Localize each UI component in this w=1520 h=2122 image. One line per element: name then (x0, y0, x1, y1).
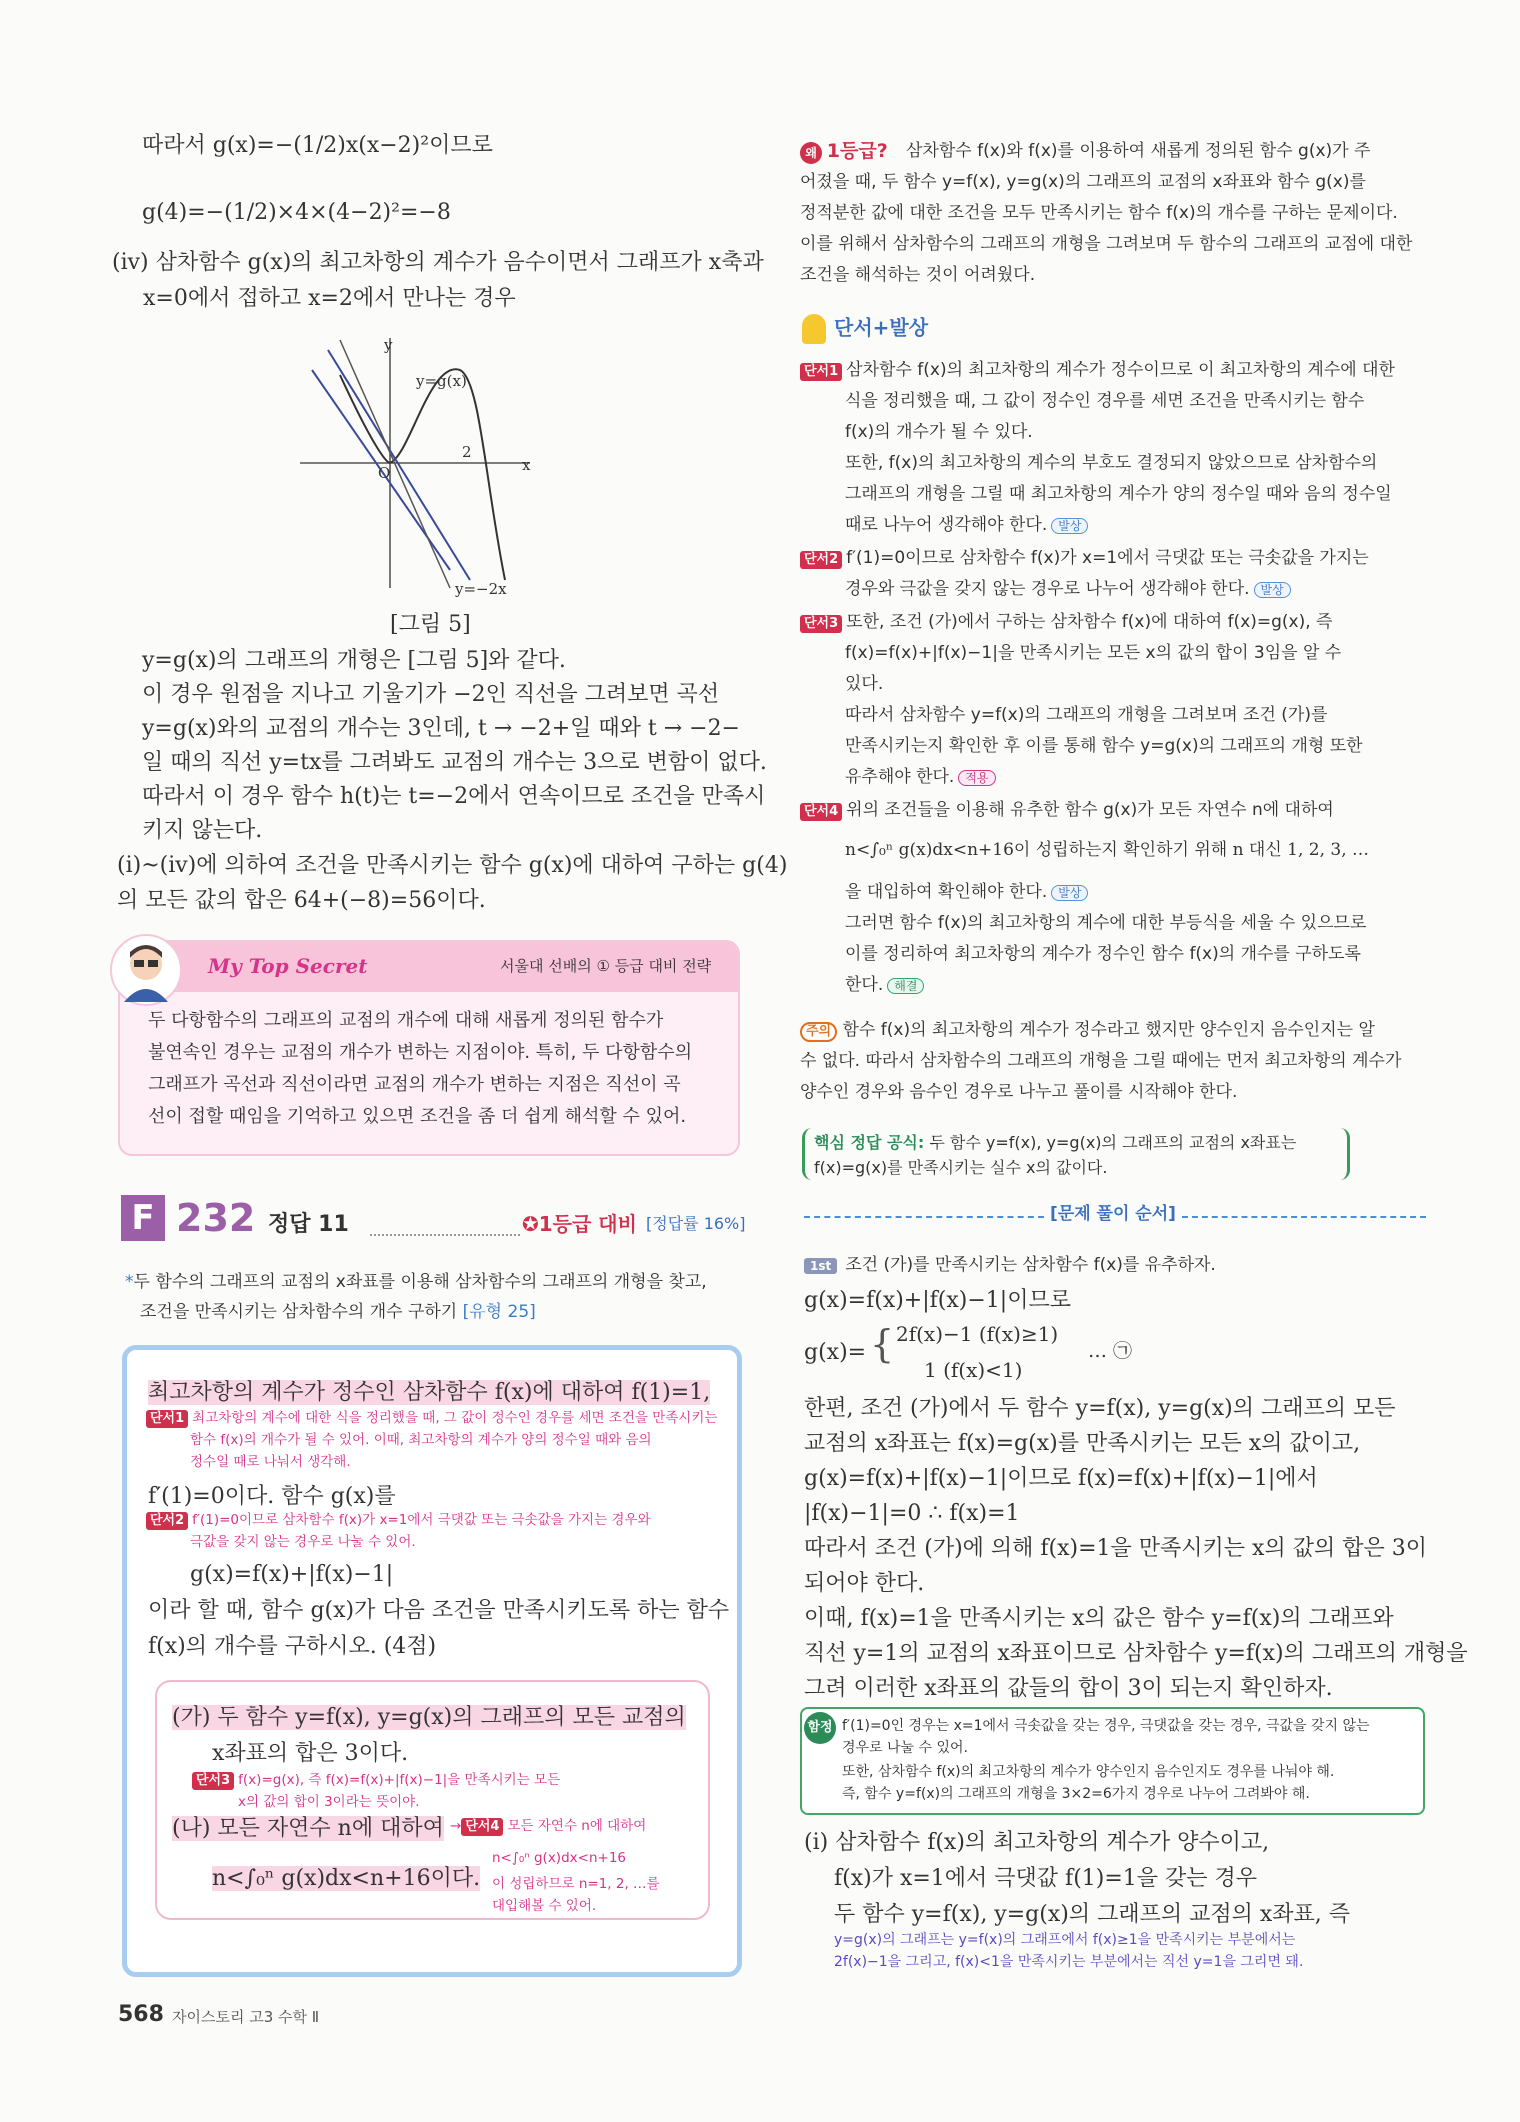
fig-curve-label: y=g(x) (416, 372, 467, 390)
solution-line: |f(x)−1|=0 ∴ f(x)=1 (804, 1501, 1020, 1526)
avatar (110, 934, 182, 1006)
warning-note: 양수인 경우와 음수인 경우로 나누고 풀이를 시작해야 한다. (800, 1082, 1238, 1102)
hint-1: 또한, f(x)의 최고차항의 계수의 부호도 결정되지 않았으므로 삼차함수의 (845, 453, 1378, 473)
secret-title: My Top Secret (208, 954, 368, 978)
trap-label: 함정 (804, 1712, 836, 1744)
solution-line: 이때, f(x)=1을 만족시키는 x의 값은 함수 y=f(x)의 그래프와 (804, 1606, 1394, 1631)
trap-text: 경우로 나눌 수 있어. (842, 1740, 968, 1756)
question-text: g(x)=f(x)+|f(x)−1| (190, 1562, 394, 1587)
text-line: g(4)=−(1/2)×4×(4−2)²=−8 (142, 200, 451, 225)
problem-answer: 정답 11 (268, 1212, 349, 1237)
case-note: y=g(x)의 그래프는 y=f(x)의 그래프에서 f(x)≥1을 만족시키는 부분에서는 (834, 1932, 1296, 1948)
solution-line: 직선 y=1의 교점의 x좌표이므로 삼차함수 y=f(x)의 그래프의 개형을 (804, 1641, 1468, 1666)
lightbulb-icon (802, 314, 826, 344)
question-text: f′(1)=0이다. 함수 g(x)를 (148, 1484, 396, 1509)
hint-2: 경우와 극값을 갖지 않는 경우로 나누어 생각해야 한다. 발상 (845, 579, 1291, 599)
solution-line: … ㉠ (1088, 1340, 1133, 1362)
text-line: 키지 않는다. (142, 818, 263, 843)
text-line: 따라서 이 경우 함수 h(t)는 t=−2에서 연속이므로 조건을 만족시 (142, 784, 766, 809)
why-header: 왜 1등급? (800, 140, 888, 164)
text-line: 일 때의 직선 y=tx를 그려봐도 교점의 개수는 3으로 변함이 없다. (142, 750, 767, 775)
fig-tick-2: 2 (462, 443, 472, 461)
figure-5-graph (300, 330, 560, 595)
why-text: 정적분한 값에 대한 조건을 모두 만족시키는 함수 f(x)의 개수를 구하는 문제이다. (800, 203, 1398, 223)
hint-3: f(x)=f(x)+|f(x)−1|을 만족시키는 모든 x의 값의 합이 3임을 알 수 (845, 643, 1342, 663)
divider (804, 1216, 1044, 1218)
hint-1: 정수일 때로 나눠서 생각해. (190, 1454, 351, 1470)
warning-note: 주의 함수 f(x)의 최고차항의 계수가 정수라고 했지만 양수인지 음수인지는 알 (800, 1020, 1375, 1042)
fig-caption: [그림 5] (390, 612, 471, 637)
solution-line: 따라서 조건 (가)에 의해 f(x)=1을 만족시키는 x의 값의 합은 3이 (804, 1536, 1427, 1561)
hint-3: 있다. (845, 674, 884, 694)
hint-2: 단서2 f′(1)=0이므로 삼차함수 f(x)가 x=1에서 극댓값 또는 극솟값을 가지는 경우와 (146, 1512, 651, 1530)
why-text: 이를 위해서 삼차함수의 그래프의 개형을 그려보며 두 함수의 그래프의 교점에 대한 (800, 234, 1413, 254)
brace: { (870, 1322, 895, 1366)
order-title: [문제 풀이 순서] (1050, 1204, 1176, 1224)
why-text: 조건을 해석하는 것이 어려웠다. (800, 265, 1036, 285)
solution-line: 한편, 조건 (가)에서 두 함수 y=f(x), y=g(x)의 그래프의 모든 (804, 1396, 1396, 1421)
text-line: 이 경우 원점을 지나고 기울기가 −2인 직선을 그려보면 곡선 (142, 682, 720, 707)
divider (370, 1234, 520, 1236)
correct-rate: [정답률 16%] (646, 1214, 746, 1233)
secret-text: 불연속인 경우는 교점의 개수가 변하는 지점이야. 특히, 두 다항함수의 (148, 1042, 693, 1063)
solution-line: g(x)=f(x)+|f(x)−1|이므로 f(x)=f(x)+|f(x)−1|에서 (804, 1466, 1318, 1491)
case-line: f(x)가 x=1에서 극댓값 f(1)=1을 갖는 경우 (834, 1866, 1258, 1891)
problem-desc: *두 함수의 그래프의 교점의 x좌표를 이용해 삼차함수의 그래프의 개형을 찾고, (125, 1272, 707, 1292)
text-line: x=0에서 접하고 x=2에서 만나는 경우 (143, 286, 516, 311)
page-number: 568 (118, 2002, 164, 2027)
condition-na: (나) 모든 자연수 n에 대하여 (172, 1816, 444, 1841)
hint-1: 함수 f(x)의 개수가 될 수 있어. 이때, 최고차항의 계수가 양의 정수일 때와 음의 (190, 1432, 652, 1448)
condition-ga: x좌표의 합은 3이다. (212, 1741, 409, 1766)
hint-3: 만족시키는지 확인한 후 이를 통해 함수 y=g(x)의 그래프의 개형 또한 (845, 736, 1363, 756)
case-note: 2f(x)−1을 그리고, f(x)<1을 만족시키는 부분에서는 직선 y=1을 그리면 돼. (834, 1954, 1304, 1970)
trap-text: 또한, 삼차함수 f(x)의 최고차항의 계수가 양수인지 음수인지도 경우를 나눠야 해. (842, 1764, 1335, 1780)
secret-text: 그래프가 곡선과 직선이라면 교점의 개수가 변하는 지점은 직선이 곡 (148, 1074, 681, 1095)
hint-4: 대입해볼 수 있어. (492, 1898, 597, 1914)
hint-1: 식을 정리했을 때, 그 값이 정수인 경우를 세면 조건을 만족시키는 함수 (845, 391, 1365, 411)
hint-title: 단서+발상 (802, 314, 928, 344)
hint-4: 그러면 함수 f(x)의 최고차항의 계수에 대한 부등식을 세울 수 있으므로 (845, 913, 1367, 933)
problem-desc: 조건을 만족시키는 삼차함수의 개수 구하기 [유형 25] (140, 1302, 536, 1322)
solution-line: 교점의 x좌표는 f(x)=g(x)를 만족시키는 모든 x의 값이고, (804, 1431, 1361, 1456)
hint-4: n<∫₀ⁿ g(x)dx<n+16 (492, 1850, 626, 1866)
hint-4: 단서4 위의 조건들을 이용해 유추한 함수 g(x)가 모든 자연수 n에 대하여 (800, 800, 1334, 821)
hint-1: 때로 나누어 생각해야 한다. 발상 (845, 515, 1088, 535)
condition-ga: (가) 두 함수 y=f(x), y=g(x)의 그래프의 모든 교점의 (172, 1705, 686, 1730)
why-text: 삼차함수 f(x)와 f(x)를 이용하여 새롭게 정의된 함수 g(x)가 주 (906, 141, 1371, 161)
question-text: 최고차항의 계수가 정수인 삼차함수 f(x)에 대하여 f(1)=1, (148, 1380, 711, 1405)
warning-note: 수 없다. 따라서 삼차함수의 그래프의 개형을 그릴 때에는 먼저 최고차항의 계수가 (800, 1051, 1402, 1071)
step-header: 1st 조건 (가)를 만족시키는 삼차함수 f(x)를 유추하자. (804, 1255, 1216, 1275)
solution-line: 2f(x)−1 (f(x)≥1) (896, 1322, 1059, 1346)
fig-axis-x: x (522, 456, 531, 474)
problem-number: 232 (176, 1196, 256, 1240)
fig-line-label: y=−2x (455, 580, 507, 598)
hint-4: 이를 정리하여 최고차항의 계수가 정수인 함수 f(x)의 개수를 구하도록 (845, 944, 1361, 964)
fig-origin: O (378, 464, 391, 482)
solution-line: g(x)= (804, 1340, 867, 1365)
divider (1182, 1216, 1426, 1218)
secret-text: 두 다항함수의 그래프의 교점의 개수에 대해 새롭게 정의된 함수가 (148, 1010, 664, 1031)
solution-line: g(x)=f(x)+|f(x)−1|이므로 (804, 1288, 1071, 1313)
secret-text: 선이 접할 때임을 기억하고 있으면 조건을 좀 더 쉽게 해석할 수 있어. (148, 1106, 687, 1127)
solution-line: 1 (f(x)<1) (924, 1358, 1023, 1382)
hint-2: 단서2 f′(1)=0이므로 삼차함수 f(x)가 x=1에서 극댓값 또는 극솟값을 가지는 (800, 548, 1369, 569)
hint-1: 단서1 최고차항의 계수에 대한 식을 정리했을 때, 그 값이 정수인 경우를 세면 조건을 만족시키는 (146, 1410, 717, 1428)
hint-4: 이 성립하므로 n=1, 2, …를 (492, 1876, 660, 1892)
grade-badge: ✪1등급 대비 (522, 1212, 637, 1236)
text-line: 의 모든 값의 합은 64+(−8)=56이다. (117, 888, 486, 913)
hint-1: 그래프의 개형을 그릴 때 최고차항의 계수가 양의 정수일 때와 음의 정수일 (845, 484, 1392, 504)
hint-1: 단서1 삼차함수 f(x)의 최고차항의 계수가 정수이므로 이 최고차항의 계수에 대한 (800, 360, 1395, 381)
secret-label: 서울대 선배의 ① 등급 대비 전략 (500, 957, 712, 975)
core-formula: f(x)=g(x)를 만족시키는 실수 x의 값이다. (814, 1158, 1108, 1177)
text-line: (i)~(iv)에 의하여 조건을 만족시키는 함수 g(x)에 대하여 구하는 g(4) (117, 853, 788, 878)
hint-4: → 단서4 모든 자연수 n에 대하여 (450, 1818, 647, 1834)
hint-3: 유추해야 한다. 적용 (845, 767, 996, 787)
text-line: y=g(x)와의 교점의 개수는 3인데, t → −2+일 때와 t → −2− (142, 716, 740, 741)
hint-4: 을 대입하여 확인해야 한다. 발상 (845, 882, 1088, 902)
hint-2: 극값을 갖지 않는 경우로 나눌 수 있어. (190, 1534, 416, 1550)
hint-4: n<∫₀ⁿ g(x)dx<n+16이 성립하는지 확인하기 위해 n 대신 1, 2, 3, … (845, 840, 1370, 860)
case-line: (i) 삼차함수 f(x)의 최고차항의 계수가 양수이고, (804, 1830, 1270, 1855)
question-text: 이라 할 때, 함수 g(x)가 다음 조건을 만족시키도록 하는 함수 (148, 1598, 730, 1623)
hint-3: x의 값의 합이 3이라는 뜻이야. (238, 1794, 420, 1810)
case-line: 두 함수 y=f(x), y=g(x)의 그래프의 교점의 x좌표, 즉 (834, 1902, 1350, 1927)
question-text: f(x)의 개수를 구하시오. (4점) (148, 1634, 437, 1659)
book-title: 자이스토리 고3 수학 Ⅱ (172, 2008, 320, 2026)
fig-axis-y: y (384, 336, 393, 354)
text-line: y=g(x)의 그래프의 개형은 [그림 5]와 같다. (142, 648, 566, 673)
hint-3: 단서3 또한, 조건 (가)에서 구하는 삼차함수 f(x)에 대하여 f(x)=g(x), 즉 (800, 612, 1332, 633)
text-line: (iv) 삼차함수 g(x)의 최고차항의 계수가 음수이면서 그래프가 x축과 (112, 250, 764, 275)
text-line: 따라서 g(x)=−(1/2)x(x−2)²이므로 (142, 133, 493, 158)
problem-letter: F (121, 1195, 165, 1241)
condition-na: n<∫₀ⁿ g(x)dx<n+16이다. (212, 1866, 481, 1891)
hint-4: 한다. 해결 (845, 975, 924, 995)
why-text: 어졌을 때, 두 함수 y=f(x), y=g(x)의 그래프의 교점의 x좌표와 함수 g(x)를 (800, 172, 1366, 192)
hint-3: 따라서 삼차함수 y=f(x)의 그래프의 개형을 그려보며 조건 (가)를 (845, 705, 1328, 725)
my-top-secret-box (118, 940, 740, 1156)
trap-text: 즉, 함수 y=f(x)의 그래프의 개형을 3×2=6가지 경우로 나누어 그려봐야 해. (842, 1786, 1310, 1802)
solution-line: 되어야 한다. (804, 1571, 925, 1596)
hint-1: f(x)의 개수가 될 수 있다. (845, 422, 1033, 442)
solution-line: 그려 이러한 x좌표의 값들의 합이 3이 되는지 확인하자. (804, 1676, 1333, 1701)
hint-3: 단서3 f(x)=g(x), 즉 f(x)=f(x)+|f(x)−1|을 만족시키는 모든 (192, 1772, 560, 1790)
trap-text: f′(1)=0인 경우는 x=1에서 극솟값을 갖는 경우, 극댓값을 갖는 경우, 극값을 갖지 않는 (842, 1718, 1370, 1734)
core-formula: 핵심 정답 공식: 두 함수 y=f(x), y=g(x)의 그래프의 교점의 x좌표는 (814, 1133, 1297, 1152)
